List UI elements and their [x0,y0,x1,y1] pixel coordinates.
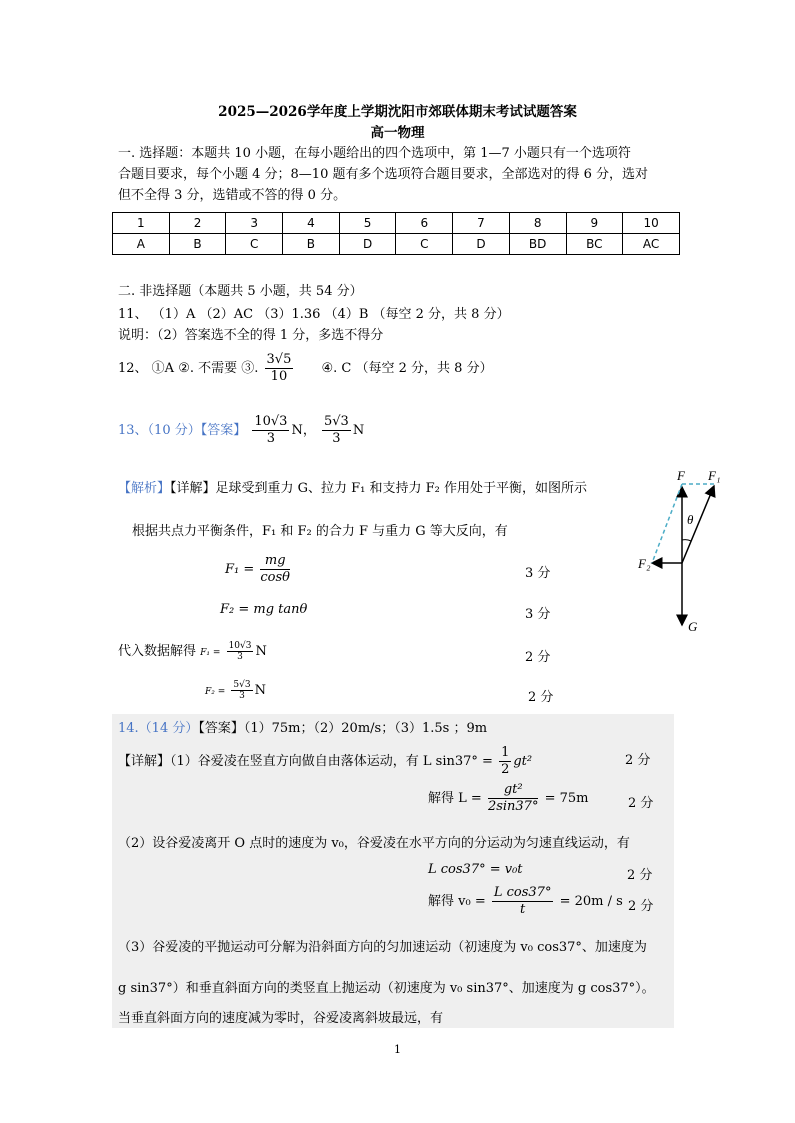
q13-ans1-num: 10√3 [254,414,288,429]
table-cell: B [169,234,226,255]
table-cell: D [453,234,510,255]
table-cell: AC [623,234,680,255]
q14-d4-score: 2 分 [627,868,653,883]
q14-d1-frac [499,745,511,778]
table-cell: A [113,234,170,255]
q13-sub2-score: 2 分 [528,690,554,705]
label-G: G [688,619,698,634]
q13-ans2-unit: N [352,423,365,438]
q13-eq1-den: cosθ [260,570,291,585]
dashed-diagonal-line [652,484,682,563]
table-cell: B [283,234,340,255]
label-F2: F₂ [638,556,651,571]
q13-eq1-num: mg [260,553,290,570]
q13-sub2-den: 3 [239,691,245,701]
q11-answers: 11、 （1）A （2）AC （3）1.36 （4）B （每空 2 分，共 8 分） [118,307,510,322]
table-cell: 3 [226,213,283,234]
table-cell: C [226,234,283,255]
q12-suffix: ④. C （每空 2 分，共 8 分） [321,361,493,376]
q13-sub1-unit: N [255,644,267,659]
theta-arc [682,540,691,541]
q13-ans1-den: 3 [266,431,276,446]
section1-instructions [118,143,678,206]
q13-answer [118,414,364,447]
q12-answers [118,352,493,385]
q13-balance-text: 根据共点力平衡条件，F₁ 和 F₂ 的合力 F 与重力 G 等大反向，有 [132,524,508,539]
page-number: 1 [394,1043,401,1056]
q13-sub1 [118,640,267,662]
force-diagram [632,462,732,637]
q14-d2-num: gt² [488,782,539,799]
table-cell: 7 [453,213,510,234]
section1-line3: 但不全得 3 分，选错或不答的得 0 分。 [118,188,347,203]
q14-detail6-line1: （3）谷爱凌的平抛运动可分解为沿斜面方向的匀加速运动（初速度为 v₀ cos37°、加速度为 [118,940,647,955]
q13-analysis-text: 【详解】足球受到重力 G、拉力 F₁ 和支持力 F₂ 作用处于平衡，如图所示 [170,481,588,496]
q13-sub1-den: 3 [237,652,243,662]
q13-ans1-unit: N， [291,423,316,438]
table-cell: 10 [623,213,680,234]
q14-d5-frac [492,885,554,918]
table-cell: 5 [339,213,396,234]
q13-eq1-score: 3 分 [525,566,551,581]
q14-detail1 [118,745,532,778]
page-title: 2025—2026学年度上学期沈阳市郊联体期末考试试题答案 [218,104,577,120]
q14-label: 14.（14 分） [118,721,199,736]
answer-table [112,212,680,255]
answer-table-number-row [113,213,680,234]
table-cell: 6 [396,213,453,234]
q13-ans1 [252,414,289,447]
q13-ans2 [322,414,351,447]
q14-detail2 [428,782,589,815]
section1-line1: 一. 选择题：本题共 10 小题，在每小题给出的四个选项中，第 1—7 小题只有一个选项符 [118,146,631,161]
q14-d5-post: = 20m / s [559,894,623,909]
section1-line2: 合题目要求，每个小题 4 分；8—10 题有多个选项符合题目要求，全部选对的得 6 分，选对 [118,167,649,182]
q14-answer: 【答案】（1）75m；（2）20m/s；（3）1.5s ；9m [198,721,488,736]
table-cell: BC [566,234,623,255]
q14-d1-den: 2 [501,762,510,777]
table-cell: 1 [113,213,170,234]
section2-heading: 二. 非选择题（本题共 5 小题，共 54 分） [118,284,363,299]
table-cell: 9 [566,213,623,234]
table-cell: 8 [509,213,566,234]
q14-d1-num: 1 [501,745,510,760]
q13-analysis-tag: 【解析】 [118,481,171,496]
q14-d1-tail: gt² [513,754,533,769]
q13-ans2-num: 5√3 [324,414,349,429]
q14-d2-pre: 解得 L = [428,791,482,806]
q13-eq1-frac [260,553,290,586]
q13-sub2-frac [231,680,252,701]
q14-d2-frac [488,782,539,815]
q13-eq2-score: 3 分 [525,607,551,622]
q14-d2-post: = 75m [544,791,589,806]
q12-fraction [265,352,294,385]
q13-ans2-den: 3 [332,431,341,446]
q13-analysis [118,477,587,496]
q14-header [118,717,487,736]
q14-detail5 [428,885,623,918]
q14-detail3: （2）设谷爱凌离开 O 点时的速度为 v₀，谷爱凌在水平方向的分运动为匀速直线运动，有 [118,836,630,851]
q11-note: 说明：（2）答案选不全的得 1 分，多选不得分 [118,328,384,343]
q14-d2-den: 2sin37° [487,799,539,814]
q14-d5-pre: 解得 v₀ = [428,894,486,909]
q13-sub2 [205,680,266,701]
q13-eq1 [225,553,292,586]
q14-detail4: L cos37° = v₀t [428,862,523,877]
q12-frac-num: 3√5 [266,352,292,367]
q13-eq1-lhs: F₁ = [225,562,255,577]
answer-table-answer-row [113,234,680,255]
page-subtitle: 高一物理 [370,125,425,141]
q14-d5-num: L cos37° [493,885,552,900]
q14-detail6-line3: 当垂直斜面方向的速度减为零时，谷爱凌离斜坡最远，有 [118,1011,444,1026]
table-cell: D [339,234,396,255]
q13-sub-text: 代入数据解得 [118,644,197,659]
q14-d5-den: t [520,902,526,917]
table-cell: 2 [169,213,226,234]
q13-sub1-score: 2 分 [525,650,551,665]
label-F: F [677,468,685,483]
q12-prefix: 12、 ①A ②. 不需要 ③. [118,361,259,376]
q14-d1-text: 【详解】（1）谷爱凌在竖直方向做自由落体运动，有 L sin37° = [118,754,493,769]
q13-sub2-unit: N [254,683,266,698]
q13-sub1-lhs: F₁ = [200,648,221,658]
q12-frac-den: 10 [270,369,288,384]
q14-d5-score: 2 分 [628,899,654,914]
table-cell: 4 [283,213,340,234]
q13-sub2-lhs: F₂ = [205,687,226,697]
table-cell: C [396,234,453,255]
q13-sub1-num: 10√3 [228,641,252,651]
q14-detail6-line2: g sin37°）和垂直斜面方向的类竖直上抛运动（初速度为 v₀ sin37°、加速度为 g cos37°）。 [118,981,655,996]
q13-label: 13、（10 分）【答案】 [118,423,247,438]
q13-eq2: F₂ = mg tanθ [220,602,308,617]
q13-sub2-num: 5√3 [233,680,251,690]
q14-d2-score: 2 分 [628,796,654,811]
q13-sub1-frac [227,641,254,662]
label-theta: θ [687,512,694,527]
label-F1: F₁ [708,468,721,483]
q14-d1-score: 2 分 [625,753,651,768]
table-cell: BD [509,234,566,255]
